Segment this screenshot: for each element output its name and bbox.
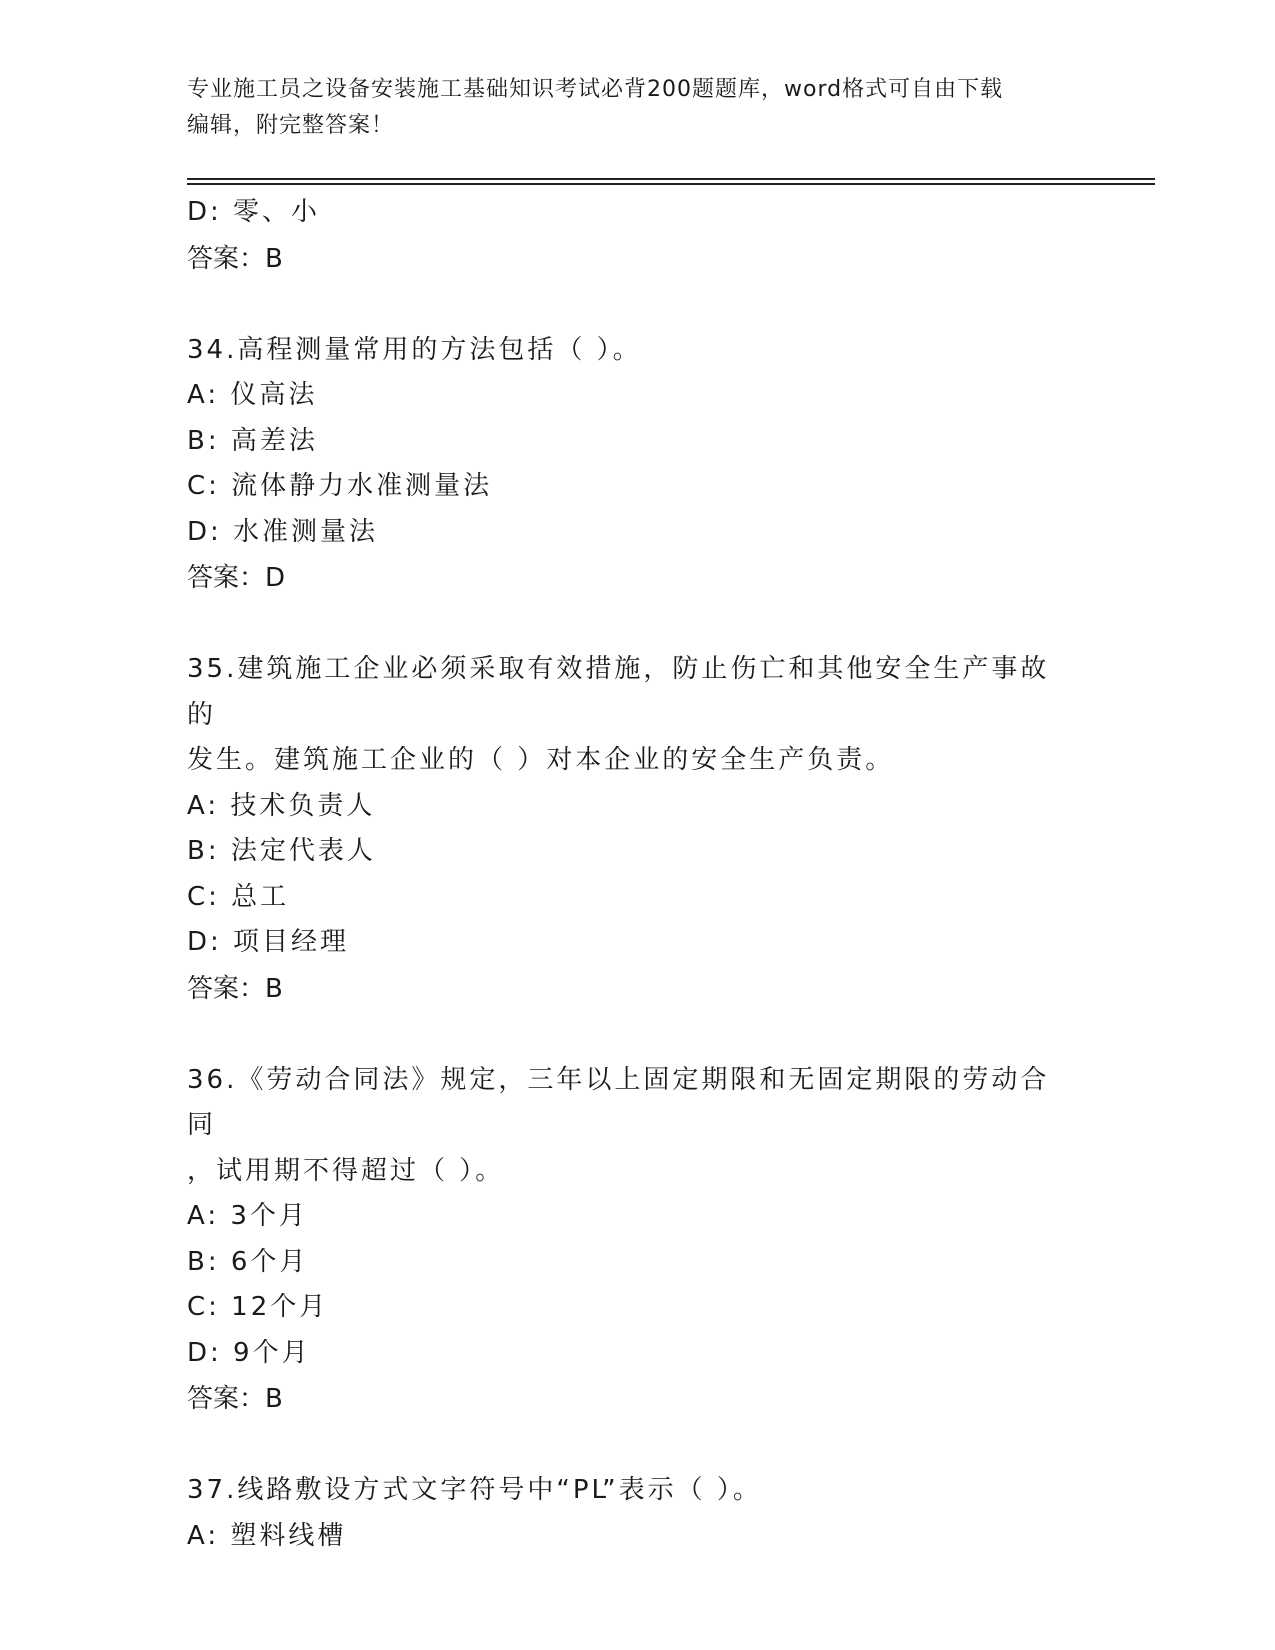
answer: 答案：B — [187, 973, 283, 1004]
q33-option-d: D: 零、小 — [187, 197, 321, 227]
question-stem: 34.高程测量常用的方法包括（ ）。 — [187, 334, 642, 365]
option-d: D: 水准测量法 — [187, 516, 379, 547]
question-stem-line-1: 36.《劳动合同法》规定，三年以上固定期限和无固定期限的劳动合同 — [187, 1064, 1050, 1140]
answer: 答案：D — [187, 563, 286, 593]
option-a: A: 塑料线槽 — [187, 1520, 347, 1551]
option-c: C: 12个月 — [187, 1292, 329, 1322]
question-stem: 37.线路敷设方式文字符号中“PL”表示（ ）。 — [187, 1475, 762, 1505]
question-37 — [187, 1468, 1087, 1559]
option-d: D: 项目经理 — [187, 927, 350, 957]
q33-answer: 答案：B — [187, 243, 283, 274]
option-b: B: 法定代表人 — [187, 836, 376, 866]
option-c: C: 流体静力水准测量法 — [187, 471, 493, 501]
option-a: A: 3个月 — [187, 1201, 308, 1231]
question-34 — [187, 328, 1087, 602]
option-a: A: 仪高法 — [187, 380, 318, 410]
option-a: A: 技术负责人 — [187, 790, 376, 821]
header-line-1: 专业施工员之设备安装施工基础知识考试必背200题题库，word格式可自由下载 — [187, 77, 1004, 102]
header-divider-bottom — [187, 183, 1155, 185]
question-35 — [187, 647, 1087, 1012]
answer: 答案：B — [187, 1384, 283, 1414]
question-list — [187, 190, 1087, 1559]
option-b: B: 高差法 — [187, 425, 318, 456]
option-c: C: 总工 — [187, 881, 290, 912]
question-stem-line-2: 发生。建筑施工企业的（ ）对本企业的安全生产负责。 — [187, 745, 895, 775]
header-line-2: 编辑，附完整答案！ — [187, 113, 395, 138]
question-36 — [187, 1058, 1087, 1423]
option-d: D: 9个月 — [187, 1337, 311, 1368]
header-divider-top — [187, 178, 1155, 180]
document-header — [187, 72, 1067, 144]
question-stem-line-1: 35.建筑施工企业必须采取有效措施，防止伤亡和其他安全生产事故的 — [187, 654, 1050, 730]
question-stem-line-2: ，试用期不得超过（ ）。 — [187, 1155, 505, 1186]
option-b: B: 6个月 — [187, 1246, 309, 1277]
